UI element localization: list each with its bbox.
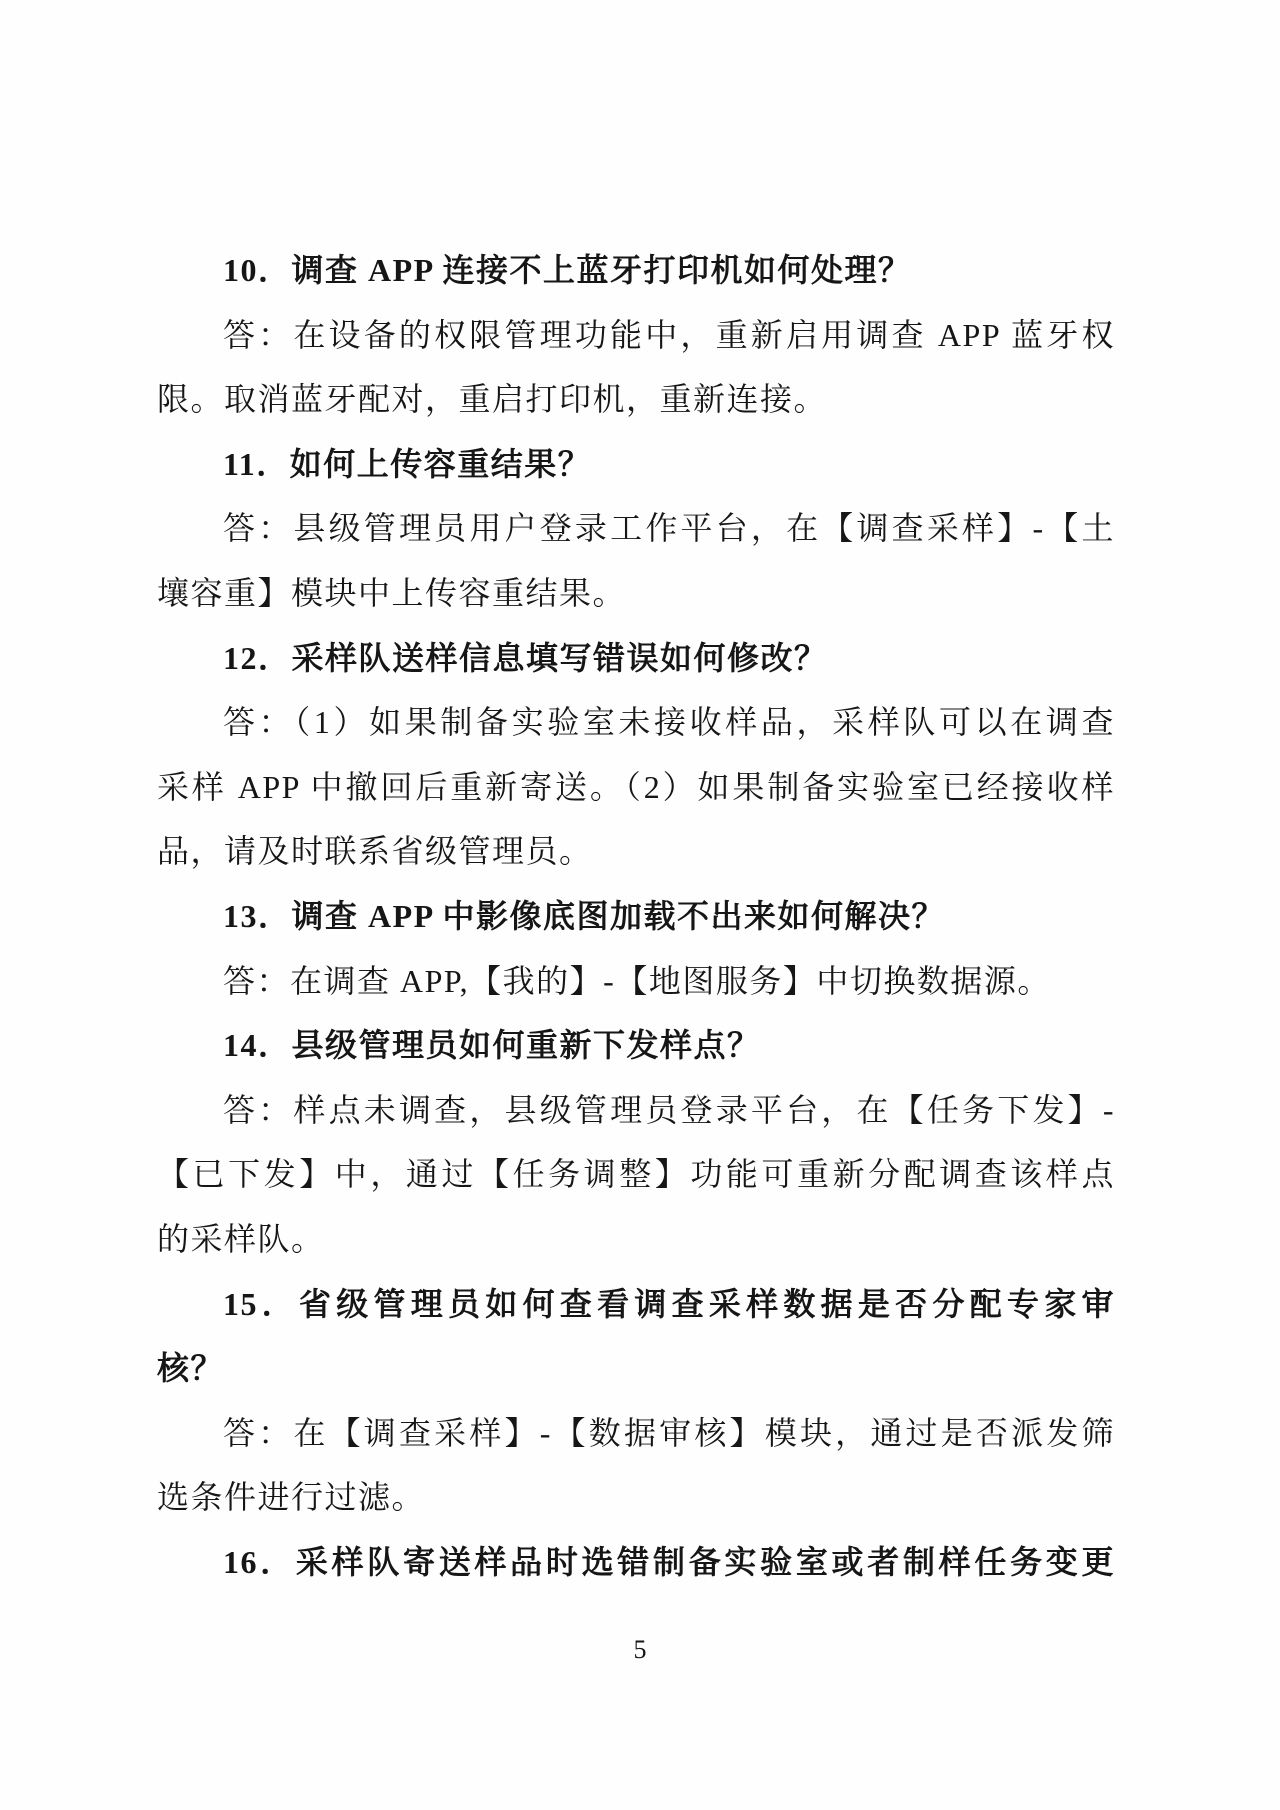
faq-answer-13-line-1: 答：在调查 APP,【我的】-【地图服务】中切换数据源。 <box>223 962 1051 999</box>
faq-answer-10-line-2: 限。取消蓝牙配对，重启打印机，重新连接。 <box>157 381 828 418</box>
faq-answer-12-line-2: 采样 APP 中撤回后重新寄送。（2）如果制备实验室已经接收样 <box>157 768 1115 805</box>
faq-answer-14-line-1: 答：样点未调查，县级管理员登录平台，在【任务下发】- <box>223 1091 1115 1128</box>
faq-question-12: 12．采样队送样信息填写错误如何修改？ <box>223 639 828 676</box>
faq-answer-11-line-2: 壤容重】模块中上传容重结果。 <box>157 574 627 611</box>
faq-answer-15-line-1: 答：在【调查采样】-【数据审核】模块，通过是否派发筛 <box>223 1414 1115 1451</box>
faq-answer-11-line-1: 答：县级管理员用户登录工作平台，在【调查采样】-【土 <box>223 510 1115 547</box>
faq-question-11: 11．如何上传容重结果？ <box>223 445 592 482</box>
page-number: 5 <box>633 1635 647 1664</box>
faq-answer-12-line-3: 品，请及时联系省级管理员。 <box>157 833 593 870</box>
faq-question-10: 10．调查 APP 连接不上蓝牙打印机如何处理？ <box>223 252 912 288</box>
faq-question-14: 14．县级管理员如何重新下发样点？ <box>223 1027 761 1064</box>
faq-answer-14-line-3: 的采样队。 <box>157 1220 325 1257</box>
faq-question-15-line-1: 15．省级管理员如何查看调查采样数据是否分配专家审 <box>223 1285 1115 1322</box>
faq-question-15-line-2: 核？ <box>157 1350 225 1387</box>
faq-question-13: 13．调查 APP 中影像底图加载不出来如何解决？ <box>223 897 945 934</box>
faq-answer-12-line-1: 答：（1）如果制备实验室未接收样品，采样队可以在调查 <box>223 704 1115 741</box>
faq-answer-10-line-1: 答：在设备的权限管理功能中，重新启用调查 APP 蓝牙权 <box>223 316 1115 353</box>
faq-text-block <box>157 238 1115 1594</box>
faq-answer-14-line-2: 【已下发】中，通过【任务调整】功能可重新分配调查该样点 <box>157 1156 1115 1193</box>
faq-answer-15-line-2: 选条件进行过滤。 <box>157 1479 426 1516</box>
faq-question-16: 16．采样队寄送样品时选错制备实验室或者制样任务变更 <box>223 1543 1115 1580</box>
